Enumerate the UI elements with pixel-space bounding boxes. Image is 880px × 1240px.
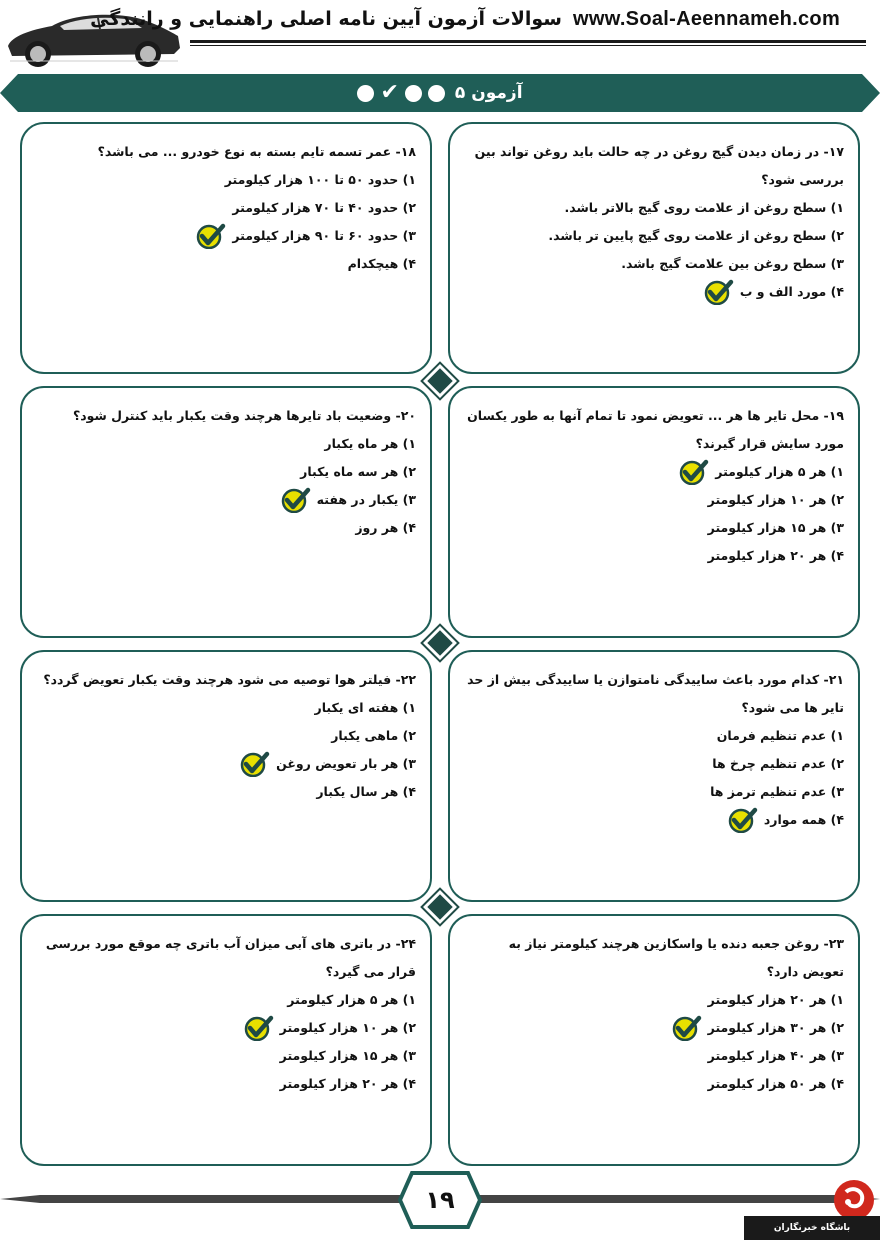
answer-option-text: ۲) سطح روغن از علامت روی گیج پایین تر باشد. [548, 228, 844, 243]
question-text: ۱۸- عمر تسمه تایم بسته به نوع خودرو ... می باشد؟ [97, 144, 416, 159]
question-text: ۱۷- در زمان دیدن گیج روغن در چه حالت باید روغن تواند بین بررسی شود؟ [474, 144, 844, 187]
question-text: ۲۱- کدام مورد باعث ساییدگی نامتوازن یا ساییدگی بیش از حد تایر ها می شود؟ [467, 672, 844, 715]
news-logo [744, 1178, 880, 1240]
circle-icon [405, 85, 422, 102]
answer-option [464, 486, 844, 514]
answer-option [464, 194, 844, 222]
answer-option [36, 166, 416, 194]
divider-diamond [423, 890, 457, 924]
answer-option-text: ۳) عدم تنظیم ترمز ها [710, 784, 844, 799]
answer-option-text: ۳) هر ۱۵ هزار کیلومتر [707, 520, 844, 535]
answer-option [464, 750, 844, 778]
answer-option-text: ۲) ماهی یکبار [331, 728, 416, 743]
correct-answer-check-icon [679, 459, 709, 485]
answer-option [36, 1014, 416, 1042]
answer-option [36, 486, 416, 514]
header-divider-thin [190, 45, 866, 46]
header-divider [190, 40, 866, 43]
divider-diamond [423, 364, 457, 398]
answer-option-text: ۲) هر ۳۰ هزار کیلومتر [707, 1020, 844, 1035]
answer-option [464, 1042, 844, 1070]
exam-title: آزمون ۵ [454, 83, 523, 103]
answer-option-text: ۲) عدم تنظیم چرخ ها [712, 756, 844, 771]
answer-option-text: ۴) هیچکدام [347, 256, 416, 271]
answer-option-text: ۳) سطح روغن بین علامت گیج باشد. [621, 256, 844, 271]
answer-option [36, 694, 416, 722]
answer-option [36, 1070, 416, 1098]
question-card [20, 122, 432, 374]
page-header [0, 0, 880, 72]
answer-option [36, 750, 416, 778]
answer-option [464, 1014, 844, 1042]
answer-option-text: ۲) هر سه ماه یکبار [300, 464, 416, 479]
answer-option-text: ۴) هر روز [355, 520, 416, 535]
answer-option [36, 458, 416, 486]
circle-icon [357, 85, 374, 102]
circle-icon [428, 85, 445, 102]
answer-option-text: ۱) عدم تنظیم فرمان [716, 728, 844, 743]
exam-banner [0, 74, 880, 112]
page-number-badge [398, 1171, 482, 1229]
site-url: www.Soal-Aeennameh.com [573, 8, 841, 30]
answer-option-text: ۴) همه موارد [763, 812, 844, 827]
answer-option-text: ۲) حدود ۴۰ تا ۷۰ هزار کیلومتر [232, 200, 416, 215]
answer-option-text: ۱) سطح روغن از علامت روی گیج بالاتر باشد. [564, 200, 844, 215]
answer-option [36, 778, 416, 806]
answer-option-text: ۴) هر ۲۰ هزار کیلومتر [279, 1076, 416, 1091]
question-text: ۲۴- در باتری های آبی میزان آب باتری چه موقع مورد بررسی قرار می گیرد؟ [45, 936, 416, 979]
question-card [20, 650, 432, 902]
answer-option-text: ۱) هر ۵ هزار کیلومتر [287, 992, 416, 1007]
question-text: ۱۹- محل تایر ها هر ... تعویض نمود تا تمام آنها به طور یکسان مورد سایش قرار گیرند؟ [467, 408, 844, 451]
answer-option-text: ۴) مورد الف و ب [739, 284, 844, 299]
answer-option-text: ۴) هر سال یکبار [316, 784, 416, 799]
answer-option [464, 278, 844, 306]
answer-option [36, 194, 416, 222]
correct-answer-check-icon [672, 1015, 702, 1041]
correct-answer-check-icon [240, 751, 270, 777]
answer-option [36, 250, 416, 278]
answer-option-text: ۱) هر ۲۰ هزار کیلومتر [707, 992, 844, 1007]
question-card [448, 650, 860, 902]
correct-answer-check-icon [244, 1015, 274, 1041]
question-card [448, 914, 860, 1166]
answer-option [464, 222, 844, 250]
question-text: ۲۲- فیلتر هوا توصیه می شود هرچند وقت یکبار تعویض گردد؟ [43, 672, 416, 687]
answer-option-text: ۱) هفته ای یکبار [314, 700, 416, 715]
answer-option [464, 458, 844, 486]
answer-option [464, 986, 844, 1014]
answer-option [36, 1042, 416, 1070]
site-title: سوالات آزمون آیین نامه اصلی راهنمایی و رانندگی [90, 8, 562, 30]
divider-diamond [423, 626, 457, 660]
answer-option [464, 542, 844, 570]
answer-option-text: ۱) هر ماه یکبار [324, 436, 416, 451]
answer-option [36, 722, 416, 750]
answer-option [464, 778, 844, 806]
answer-option-text: ۳) هر بار تعویض روغن [276, 756, 416, 771]
answer-option-text: ۲) هر ۱۰ هزار کیلومتر [279, 1020, 416, 1035]
question-text: ۲۳- روغن جعبه دنده یا واسکازین هرچند کیلومتر نیاز به تعویض دارد؟ [508, 936, 844, 979]
answer-option [36, 514, 416, 542]
question-text: ۲۰- وضعیت باد تایرها هرچند وقت یکبار باید کنترل شود؟ [73, 408, 416, 423]
answer-option [464, 1070, 844, 1098]
answer-option-text: ۳) هر ۴۰ هزار کیلومتر [707, 1048, 844, 1063]
page-number: ۱۹ [425, 1186, 455, 1214]
answer-option-text: ۲) هر ۱۰ هزار کیلومتر [707, 492, 844, 507]
answer-option-text: ۱) هر ۵ هزار کیلومتر [715, 464, 844, 479]
answer-option-text: ۳) یکبار در هفته [316, 492, 416, 507]
answer-option [464, 722, 844, 750]
answer-option [36, 986, 416, 1014]
answer-option-text: ۱) حدود ۵۰ تا ۱۰۰ هزار کیلومتر [224, 172, 416, 187]
answer-option [464, 514, 844, 542]
correct-answer-check-icon [196, 223, 226, 249]
question-card [448, 386, 860, 638]
answer-option [36, 430, 416, 458]
check-icon: ✔ [380, 80, 399, 105]
answer-option-text: ۴) هر ۵۰ هزار کیلومتر [707, 1076, 844, 1091]
answer-option [36, 222, 416, 250]
correct-answer-check-icon [728, 807, 758, 833]
question-card [448, 122, 860, 374]
answer-option-text: ۳) حدود ۶۰ تا ۹۰ هزار کیلومتر [232, 228, 416, 243]
answer-option-text: ۴) هر ۲۰ هزار کیلومتر [707, 548, 844, 563]
question-card [20, 914, 432, 1166]
correct-answer-check-icon [704, 279, 734, 305]
question-card [20, 386, 432, 638]
answer-option-text: ۳) هر ۱۵ هزار کیلومتر [279, 1048, 416, 1063]
correct-answer-check-icon [281, 487, 311, 513]
answer-option [464, 250, 844, 278]
logo-text: باشگاه خبرنگاران [744, 1216, 880, 1240]
answer-option [464, 806, 844, 834]
